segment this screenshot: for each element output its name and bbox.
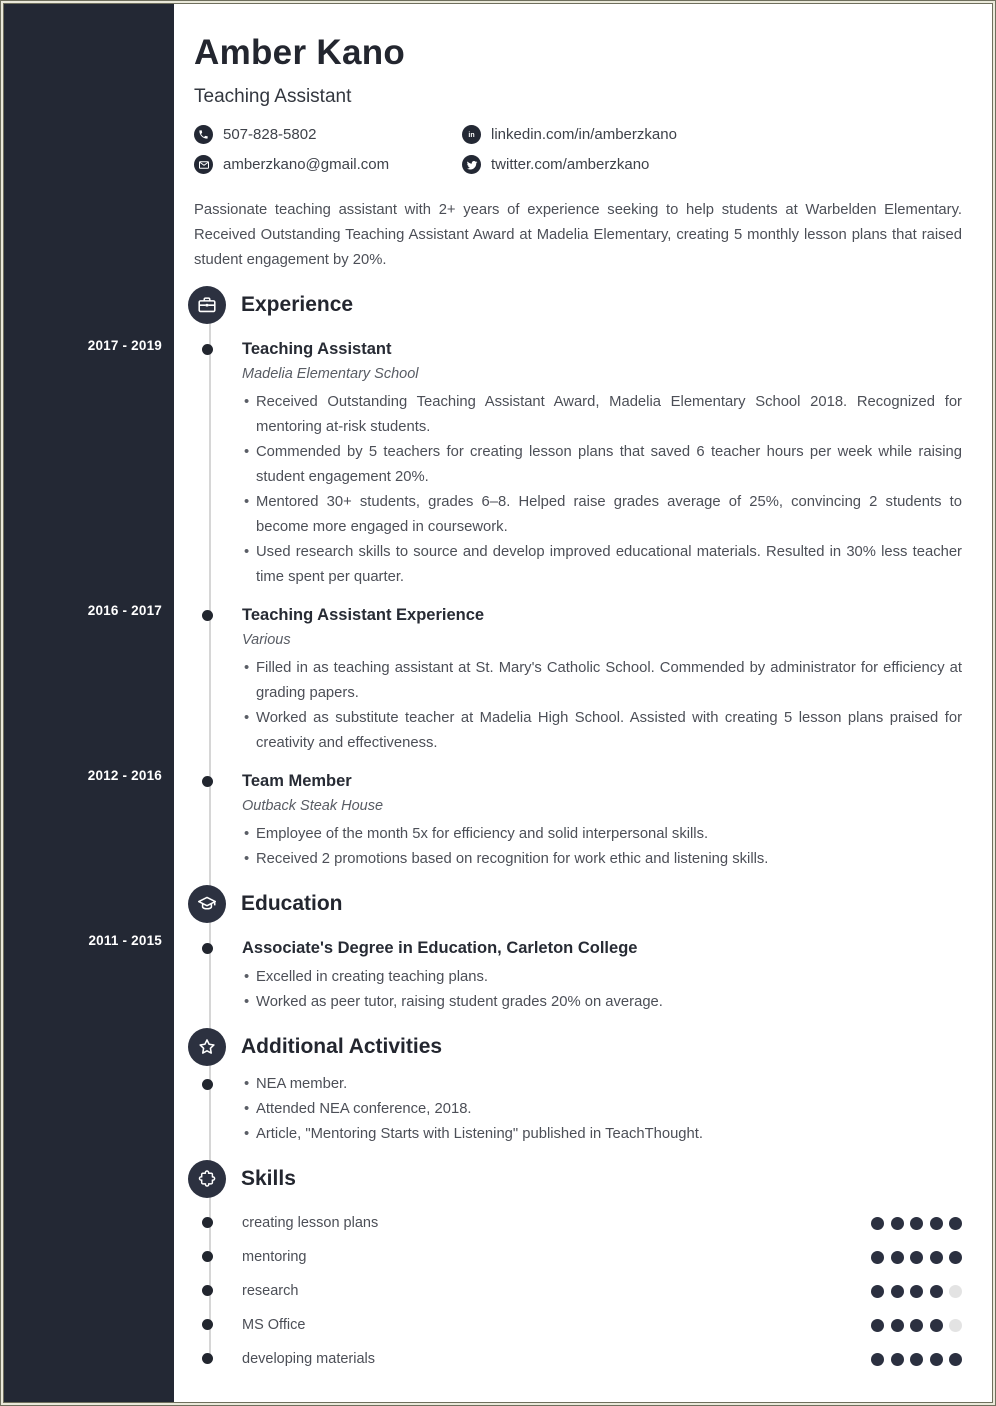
bullet-item: • Used research skills to source and develop improved educational materials. Resulted in 30% less teacher time spent per quarter. (242, 540, 962, 590)
contact-linkedin (462, 125, 962, 144)
entry-company: Outback Steak House (242, 798, 384, 814)
contact-email (194, 155, 462, 174)
entry-bullets (242, 1072, 962, 1147)
skill-label: developing materials (242, 1351, 375, 1367)
rating-dot-filled (891, 1217, 904, 1230)
timeline-dot (202, 1353, 213, 1364)
skill-label: creating lesson plans (242, 1215, 379, 1231)
rating-dot-empty (949, 1285, 962, 1298)
section-title-education: Education (241, 892, 343, 915)
education-entry (190, 937, 962, 1015)
timeline-dot (202, 344, 213, 355)
degree-title: Associate's Degree in Education, Carleton College (242, 939, 638, 957)
skill-rating-dots (871, 1285, 962, 1298)
rating-dot-filled (891, 1251, 904, 1264)
skill-row (190, 1206, 962, 1240)
contact-phone-text: 507-828-5802 (223, 126, 317, 143)
contact-phone (194, 125, 462, 144)
contact-linkedin-text[interactable]: linkedin.com/in/amberzkano (491, 126, 677, 143)
timeline-dot (202, 1079, 213, 1090)
entry-company: Madelia Elementary School (242, 366, 419, 382)
skill-label: research (242, 1283, 299, 1299)
timeline-dot (202, 1217, 213, 1228)
graduation-cap-icon (188, 885, 226, 923)
linkedin-icon (462, 125, 481, 144)
rating-dot-filled (871, 1353, 884, 1366)
bullet-item: • NEA member. (242, 1072, 962, 1097)
skill-label: MS Office (242, 1317, 306, 1333)
phone-icon (194, 125, 213, 144)
section-title-experience: Experience (241, 293, 354, 316)
rating-dot-filled (910, 1285, 923, 1298)
skill-row (190, 1308, 962, 1342)
contact-twitter-text[interactable]: twitter.com/amberzkano (491, 156, 650, 173)
timeline-dot (202, 1251, 213, 1262)
contact-email-text[interactable]: amberzkano@gmail.com (223, 156, 390, 173)
experience-entry (190, 770, 962, 872)
puzzle-piece-icon (188, 1160, 226, 1198)
rating-dot-filled (910, 1319, 923, 1332)
rating-dot-filled (930, 1319, 943, 1332)
job-title: Teaching Assistant (194, 86, 352, 107)
entry-company: Various (242, 632, 291, 648)
contact-twitter (462, 155, 962, 174)
skill-rating-dots (871, 1251, 962, 1264)
timeline-dot (202, 943, 213, 954)
bullet-item: • Received 2 promotions based on recognition for work ethic and listening skills. (242, 847, 962, 872)
bullet-item: • Received Outstanding Teaching Assistant Award, Madelia Elementary School 2018. Recognized for mentoring at-risk students. (242, 390, 962, 440)
education-dates: 2011 - 2015 (88, 933, 162, 948)
skill-rating-dots (871, 1217, 962, 1230)
briefcase-icon (188, 286, 226, 324)
rating-dot-filled (871, 1319, 884, 1332)
page-title: Amber Kano (194, 33, 406, 72)
rating-dot-filled (910, 1353, 923, 1366)
bullet-item: • Commended by 5 teachers for creating lesson plans that saved 6 teacher hours per week while raising student engagement 20%. (242, 440, 962, 490)
section-education-header (190, 885, 962, 923)
timeline-dot (202, 1285, 213, 1296)
contact-list (194, 125, 962, 174)
timeline-dot (202, 776, 213, 787)
experience-dates: 2017 - 2019 (87, 338, 162, 353)
rating-dot-filled (910, 1251, 923, 1264)
bullet-item: • Mentored 30+ students, grades 6–8. Helped raise grades average of 25%, convincing 2 students to become more engaged in coursework. (242, 490, 962, 540)
rating-dot-filled (910, 1217, 923, 1230)
skills-list (190, 1206, 962, 1376)
bullet-item: • Worked as substitute teacher at Madelia High School. Assisted with creating 5 lesson plans praised for creativity and effectiveness. (242, 706, 962, 756)
bullet-item: • Worked as peer tutor, raising student grades 20% on average. (242, 990, 962, 1015)
skill-row (190, 1240, 962, 1274)
twitter-icon (462, 155, 481, 174)
experience-dates: 2012 - 2016 (87, 768, 162, 783)
summary-paragraph: Passionate teaching assistant with 2+ years of experience seeking to help students at Warbelden Elementary. Received Outstanding Teaching Assistant Award at Madelia Elementary, creating 5 monthly lesson plans that raised student engagement by 20%. (194, 202, 962, 268)
entry-role: Teaching Assistant Experience (242, 606, 485, 624)
bullet-item: • Article, "Mentoring Starts with Listening" published in TeachThought. (242, 1122, 962, 1147)
section-experience-header (190, 286, 962, 324)
entry-role: Team Member (242, 772, 352, 790)
activities-list (190, 1072, 962, 1147)
rating-dot-filled (949, 1353, 962, 1366)
rating-dot-filled (891, 1319, 904, 1332)
skill-rating-dots (871, 1353, 962, 1366)
entry-bullets (242, 656, 962, 756)
rating-dot-filled (871, 1217, 884, 1230)
rating-dot-empty (949, 1319, 962, 1332)
rating-dot-filled (891, 1353, 904, 1366)
email-icon (194, 155, 213, 174)
experience-entry (190, 338, 962, 590)
entry-bullets (242, 965, 962, 1015)
bullet-item: • Employee of the month 5x for efficiency and solid interpersonal skills. (242, 822, 962, 847)
skill-label: mentoring (242, 1249, 307, 1265)
skill-row (190, 1274, 962, 1308)
timeline-dot (202, 1319, 213, 1330)
rating-dot-filled (930, 1217, 943, 1230)
entry-bullets (242, 822, 962, 872)
section-skills-header (190, 1160, 962, 1198)
svg-text:in: in (468, 131, 475, 139)
sidebar (4, 4, 174, 1402)
rating-dot-filled (930, 1353, 943, 1366)
timeline-dot (202, 610, 213, 621)
skill-row (190, 1342, 962, 1376)
bullet-item: • Excelled in creating teaching plans. (242, 965, 962, 990)
experience-entry (190, 604, 962, 756)
rating-dot-filled (891, 1285, 904, 1298)
bullet-item: • Attended NEA conference, 2018. (242, 1097, 962, 1122)
rating-dot-filled (871, 1285, 884, 1298)
rating-dot-filled (949, 1251, 962, 1264)
rating-dot-filled (930, 1251, 943, 1264)
entry-bullets (242, 390, 962, 590)
skill-rating-dots (871, 1319, 962, 1332)
rating-dot-filled (871, 1251, 884, 1264)
section-activities-header (190, 1028, 962, 1066)
rating-dot-filled (930, 1285, 943, 1298)
main-content (174, 4, 992, 1376)
experience-dates: 2016 - 2017 (87, 603, 162, 618)
section-title-activities: Additional Activities (241, 1035, 443, 1058)
bullet-item: • Filled in as teaching assistant at St. Mary's Catholic School. Commended by administrator for efficiency at grading papers. (242, 656, 962, 706)
entry-role: Teaching Assistant (242, 340, 392, 358)
resume-page (3, 3, 993, 1403)
rating-dot-filled (949, 1217, 962, 1230)
star-icon (188, 1028, 226, 1066)
section-title-skills: Skills (241, 1167, 296, 1190)
